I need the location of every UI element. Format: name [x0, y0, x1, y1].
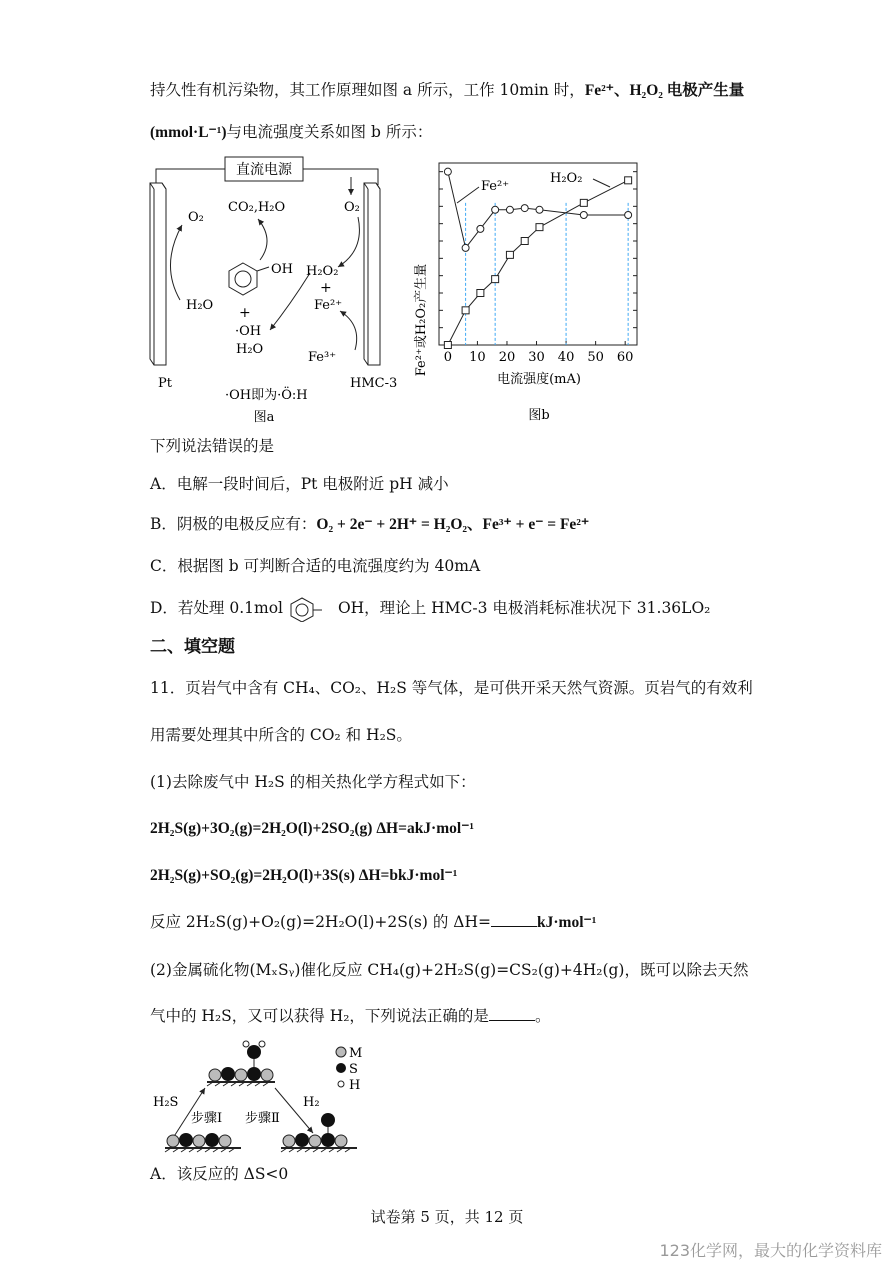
data-point-h2o2 [580, 199, 587, 206]
data-point-fe2 [477, 225, 484, 232]
data-point-h2o2 [477, 290, 484, 297]
o2-left-label: O₂ [188, 210, 204, 225]
q10-stem: 下列说法错误的是 [150, 437, 275, 455]
arrow-h2o-to-o2 [170, 225, 182, 300]
catalyst-mechanism-diagram [145, 1038, 385, 1158]
x-tick-label: 0 [443, 350, 453, 365]
pt-label: Pt [158, 376, 172, 391]
series-pointer-fe2 [457, 187, 479, 203]
phenol-ring [229, 263, 257, 295]
x-tick-label: 40 [557, 350, 575, 365]
data-point-fe2 [536, 206, 543, 213]
figure-b-caption: 图b [528, 408, 550, 423]
x-tick-label: 10 [469, 350, 486, 365]
hmc3-electrode [364, 183, 380, 365]
figure-b-chart [405, 155, 645, 430]
oh-radical-label: ·OH [235, 324, 262, 339]
answer-blank-2[interactable] [489, 1006, 535, 1021]
data-point-h2o2 [492, 276, 499, 283]
legend-s: S [349, 1062, 358, 1077]
q10-option-a: A．电解一段时间后，Pt 电极附近 pH 减小 [150, 475, 449, 493]
answer-blank-1[interactable] [491, 912, 537, 927]
h2-label: H₂ [303, 1095, 320, 1110]
step2-label: 步骤Ⅱ [245, 1111, 280, 1126]
data-point-fe2 [444, 168, 451, 175]
step1-label: 步骤Ⅰ [191, 1111, 223, 1126]
h2o-left-label: H₂O [186, 298, 214, 313]
fe2-label: Fe²⁺ [314, 298, 343, 313]
legend-h: H [349, 1078, 361, 1093]
data-point-fe2 [492, 206, 499, 213]
chart-plot-frame [439, 163, 637, 345]
figure-a-caption: 图a [253, 410, 275, 425]
intro-line-2: (mmol·L⁻¹)与电流强度关系如图 b 所示： [150, 123, 433, 141]
data-point-fe2 [462, 244, 469, 251]
phenol-oh-label: OH [271, 262, 293, 277]
power-supply-label: 直流电源 [236, 162, 292, 178]
h2o2-label: H₂O₂ [306, 264, 339, 279]
arrow-h2o2-to-oh [270, 273, 310, 330]
watermark: 123化学网，最大的化学资料库 [659, 1241, 882, 1260]
q11-part-1: (1)去除废气中 H₂S 的相关热化学方程式如下： [150, 773, 476, 791]
intro-line-1: 持久性有机污染物，其工作原理如图 a 所示，工作 10min 时，Fe²⁺、H₂O₂ 电极产生量 [150, 81, 745, 99]
q11-equation-1: 2H₂S(g)+3O₂(g)=2H₂O(l)+2SO₂(g) ΔH=akJ·mol⁻¹ [150, 820, 475, 837]
data-point-h2o2 [521, 238, 528, 245]
section-title: 二、填空题 [150, 637, 235, 656]
q10-option-c: C．根据图 b 可判断合适的电流强度约为 40mA [150, 557, 481, 575]
phenol-structure-icon [288, 596, 338, 622]
arrow-o2-to-h2o2 [338, 217, 359, 267]
arrow-phenol-to-co2 [258, 219, 267, 260]
x-tick-label: 50 [587, 350, 604, 365]
plus-sign-1: + [239, 305, 251, 321]
x-tick-label: 20 [498, 350, 516, 365]
q11-equation-2: 2H₂S(g)+SO₂(g)=2H₂O(l)+3S(s) ΔH=bkJ·mol⁻¹ [150, 867, 458, 884]
o2-right-label: O₂ [344, 200, 360, 215]
h2o-mid-label: H₂O [236, 342, 264, 357]
q11-option-a: A．该反应的 ΔS<0 [150, 1165, 289, 1183]
data-point-fe2 [580, 212, 587, 219]
q10-option-b: B．阴极的电极反应有：O₂ + 2e⁻ + 2H⁺ = H₂O₂、Fe³⁺ + e⁻ = Fe²⁺ [150, 515, 590, 533]
figure-a-electrolysis-diagram [140, 155, 415, 430]
q11-stem-line-2: 用需要处理其中所含的 CO₂ 和 H₂S。 [150, 726, 412, 744]
q11-part-2-line-1: (2)金属硫化物(MₓSᵧ)催化反应 CH₄(g)+2H₂S(g)=CS₂(g)+4H₂(g)，既可以除去天然 [150, 961, 749, 979]
lower-right-catalyst-surface [281, 1113, 357, 1152]
upper-catalyst-surface [207, 1041, 275, 1086]
pt-electrode [150, 183, 166, 365]
data-point-h2o2 [625, 177, 632, 184]
fe3-label: Fe³⁺ [308, 350, 337, 365]
data-point-h2o2 [536, 224, 543, 231]
oh-note: ·OH即为·Ö:H [225, 388, 308, 403]
page-footer: 试卷第 5 页，共 12 页 [370, 1208, 524, 1226]
q11-part-2-line-2: 气中的 H₂S，又可以获得 H₂，下列说法正确的是 。 [150, 1007, 551, 1025]
data-point-h2o2 [506, 251, 513, 258]
data-point-fe2 [625, 212, 632, 219]
lower-left-catalyst-surface [165, 1133, 241, 1152]
hmc3-label: HMC-3 [350, 376, 398, 391]
chart-ylabel: Fe²⁺或H₂O₂产生量 [414, 263, 429, 377]
plus-sign-2: + [320, 280, 332, 296]
series-pointer-h2o2 [593, 179, 610, 187]
wire-left [156, 169, 225, 185]
data-point-h2o2 [444, 342, 451, 349]
arrow-fe3-to-fe2 [340, 311, 357, 350]
co2-h2o-label: CO₂,H₂O [228, 200, 286, 215]
x-tick-label: 60 [616, 350, 634, 365]
chart-xlabel: 电流强度(mA) [497, 372, 581, 387]
h2s-label: H₂S [153, 1095, 179, 1110]
q10-option-d: D．若处理 0.1mol OH，理论上 HMC-3 电极消耗标准状况下 31.36LO₂ [150, 596, 710, 622]
data-point-fe2 [521, 205, 528, 212]
series-label-fe2: Fe²⁺ [481, 179, 510, 194]
data-point-h2o2 [462, 307, 469, 314]
x-tick-label: 30 [528, 350, 545, 365]
q11-stem-line-1: 11．页岩气中含有 CH₄、CO₂、H₂S 等气体，是可供开采天然气资源。页岩气的有效利 [150, 679, 753, 697]
legend-m: M [349, 1046, 363, 1061]
q11-question-1: 反应 2H₂S(g)+O₂(g)=2H₂O(l)+2S(s) 的 ΔH= kJ·mol⁻¹ [150, 913, 597, 931]
series-line-square [448, 180, 628, 345]
data-point-fe2 [506, 206, 513, 213]
series-label-h2o2: H₂O₂ [550, 171, 583, 186]
